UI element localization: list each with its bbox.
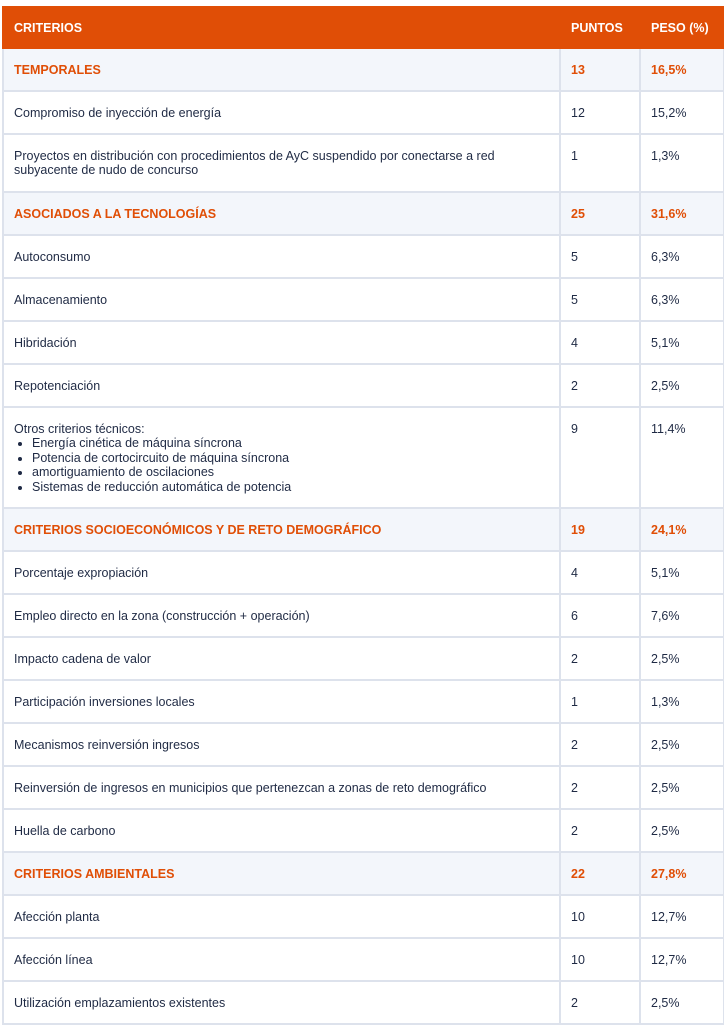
criterion-label <box>3 766 560 809</box>
section-row <box>3 852 724 895</box>
peso-value: 2,5% <box>640 766 724 809</box>
puntos-value: 4 <box>560 321 640 364</box>
criterion-text: Proyectos en distribución con procedimientos de AyC suspendido por conectarse a red subyacente de nudo de concurso <box>14 149 495 177</box>
puntos-value: 1 <box>560 134 640 192</box>
puntos-value: 2 <box>560 723 640 766</box>
criterion-text: Afección línea <box>14 953 93 967</box>
criterion-text: Mecanismos reinversión ingresos <box>14 738 200 752</box>
bullet-item: • Sistemas de reducción automática de potencia <box>32 480 559 495</box>
criterion-label <box>3 364 560 407</box>
puntos-value: 9 <box>560 407 640 508</box>
criterion-text: ASOCIADOS A LA TECNOLOGÍAS <box>14 207 217 221</box>
criterion-text: Utilización emplazamientos existentes <box>14 996 226 1010</box>
puntos-value: 1 <box>560 680 640 723</box>
table-row <box>3 981 724 1024</box>
peso-value: 15,2% <box>640 91 724 134</box>
puntos-value: 10 <box>560 938 640 981</box>
criterion-text: Participación inversiones locales <box>14 695 195 709</box>
section-row <box>3 48 724 91</box>
peso-value: 7,6% <box>640 594 724 637</box>
criterion-label <box>3 594 560 637</box>
section-title <box>3 48 560 91</box>
criterion-text: Empleo directo en la zona (construcción + operación) <box>14 609 310 623</box>
puntos-value: 2 <box>560 766 640 809</box>
table-row <box>3 321 724 364</box>
header-puntos: PUNTOS <box>560 7 640 48</box>
criterion-label <box>3 551 560 594</box>
peso-value: 16,5% <box>640 48 724 91</box>
criterion-text: Otros criterios técnicos: <box>14 422 145 436</box>
peso-value: 2,5% <box>640 809 724 852</box>
section-title <box>3 852 560 895</box>
puntos-value: 19 <box>560 508 640 551</box>
peso-value: 24,1% <box>640 508 724 551</box>
table-row <box>3 766 724 809</box>
table-header <box>3 7 724 48</box>
criterion-label <box>3 981 560 1024</box>
bullet-item: • Potencia de cortocircuito de máquina síncrona <box>32 451 559 466</box>
criterion-bullets <box>14 436 559 494</box>
peso-value: 11,4% <box>640 407 724 508</box>
table-row <box>3 594 724 637</box>
puntos-value: 6 <box>560 594 640 637</box>
table-row <box>3 637 724 680</box>
section-row <box>3 192 724 235</box>
criterion-text: Reinversión de ingresos en municipios que pertenezcan a zonas de reto demográfico <box>14 781 487 795</box>
peso-value: 1,3% <box>640 680 724 723</box>
criterion-label <box>3 91 560 134</box>
table-body <box>3 48 724 1024</box>
table-row <box>3 91 724 134</box>
peso-value: 5,1% <box>640 321 724 364</box>
peso-value: 12,7% <box>640 895 724 938</box>
criterion-text: CRITERIOS AMBIENTALES <box>14 867 175 881</box>
puntos-value: 2 <box>560 809 640 852</box>
puntos-value: 5 <box>560 235 640 278</box>
puntos-value: 25 <box>560 192 640 235</box>
table-row <box>3 723 724 766</box>
criterion-label <box>3 278 560 321</box>
criterion-label <box>3 680 560 723</box>
criterion-label <box>3 321 560 364</box>
header-criterios: CRITERIOS <box>3 7 560 48</box>
criterion-text: Autoconsumo <box>14 250 91 264</box>
bullet-item: • Energía cinética de máquina síncrona <box>32 436 559 451</box>
section-row <box>3 508 724 551</box>
section-title <box>3 508 560 551</box>
peso-value: 6,3% <box>640 235 724 278</box>
peso-value: 27,8% <box>640 852 724 895</box>
criterion-label <box>3 134 560 192</box>
table-row <box>3 407 724 508</box>
peso-value: 2,5% <box>640 981 724 1024</box>
peso-value: 12,7% <box>640 938 724 981</box>
criterion-text: Afección planta <box>14 910 100 924</box>
peso-value: 2,5% <box>640 723 724 766</box>
criterion-label <box>3 895 560 938</box>
bullet-item: • amortiguamiento de oscilaciones <box>32 465 559 480</box>
header-peso: PESO (%) <box>640 7 724 48</box>
puntos-value: 13 <box>560 48 640 91</box>
criteria-table <box>2 6 724 1025</box>
criterion-text: Compromiso de inyección de energía <box>14 106 222 120</box>
puntos-value: 5 <box>560 278 640 321</box>
criterion-label <box>3 938 560 981</box>
criterion-text: Porcentaje expropiación <box>14 566 149 580</box>
table-row <box>3 551 724 594</box>
puntos-value: 22 <box>560 852 640 895</box>
table-row <box>3 364 724 407</box>
criterion-text: Impacto cadena de valor <box>14 652 151 666</box>
puntos-value: 2 <box>560 981 640 1024</box>
peso-value: 31,6% <box>640 192 724 235</box>
criterion-text: CRITERIOS SOCIOECONÓMICOS Y DE RETO DEMOGRÁFICO <box>14 523 382 537</box>
criterion-label <box>3 235 560 278</box>
puntos-value: 10 <box>560 895 640 938</box>
criterion-text: Repotenciación <box>14 379 101 393</box>
table-row <box>3 235 724 278</box>
peso-value: 2,5% <box>640 364 724 407</box>
table-row <box>3 278 724 321</box>
criterion-label <box>3 407 560 508</box>
table-row <box>3 809 724 852</box>
table-row <box>3 895 724 938</box>
puntos-value: 2 <box>560 364 640 407</box>
criterion-text: Huella de carbono <box>14 824 116 838</box>
puntos-value: 4 <box>560 551 640 594</box>
peso-value: 5,1% <box>640 551 724 594</box>
table-row <box>3 938 724 981</box>
peso-value: 2,5% <box>640 637 724 680</box>
puntos-value: 2 <box>560 637 640 680</box>
peso-value: 1,3% <box>640 134 724 192</box>
criterion-label <box>3 723 560 766</box>
criterion-label <box>3 809 560 852</box>
section-title <box>3 192 560 235</box>
criterion-text: TEMPORALES <box>14 63 101 77</box>
criterion-text: Almacenamiento <box>14 293 108 307</box>
puntos-value: 12 <box>560 91 640 134</box>
peso-value: 6,3% <box>640 278 724 321</box>
criterion-label <box>3 637 560 680</box>
table-row <box>3 680 724 723</box>
table-row <box>3 134 724 192</box>
criterion-text: Hibridación <box>14 336 77 350</box>
